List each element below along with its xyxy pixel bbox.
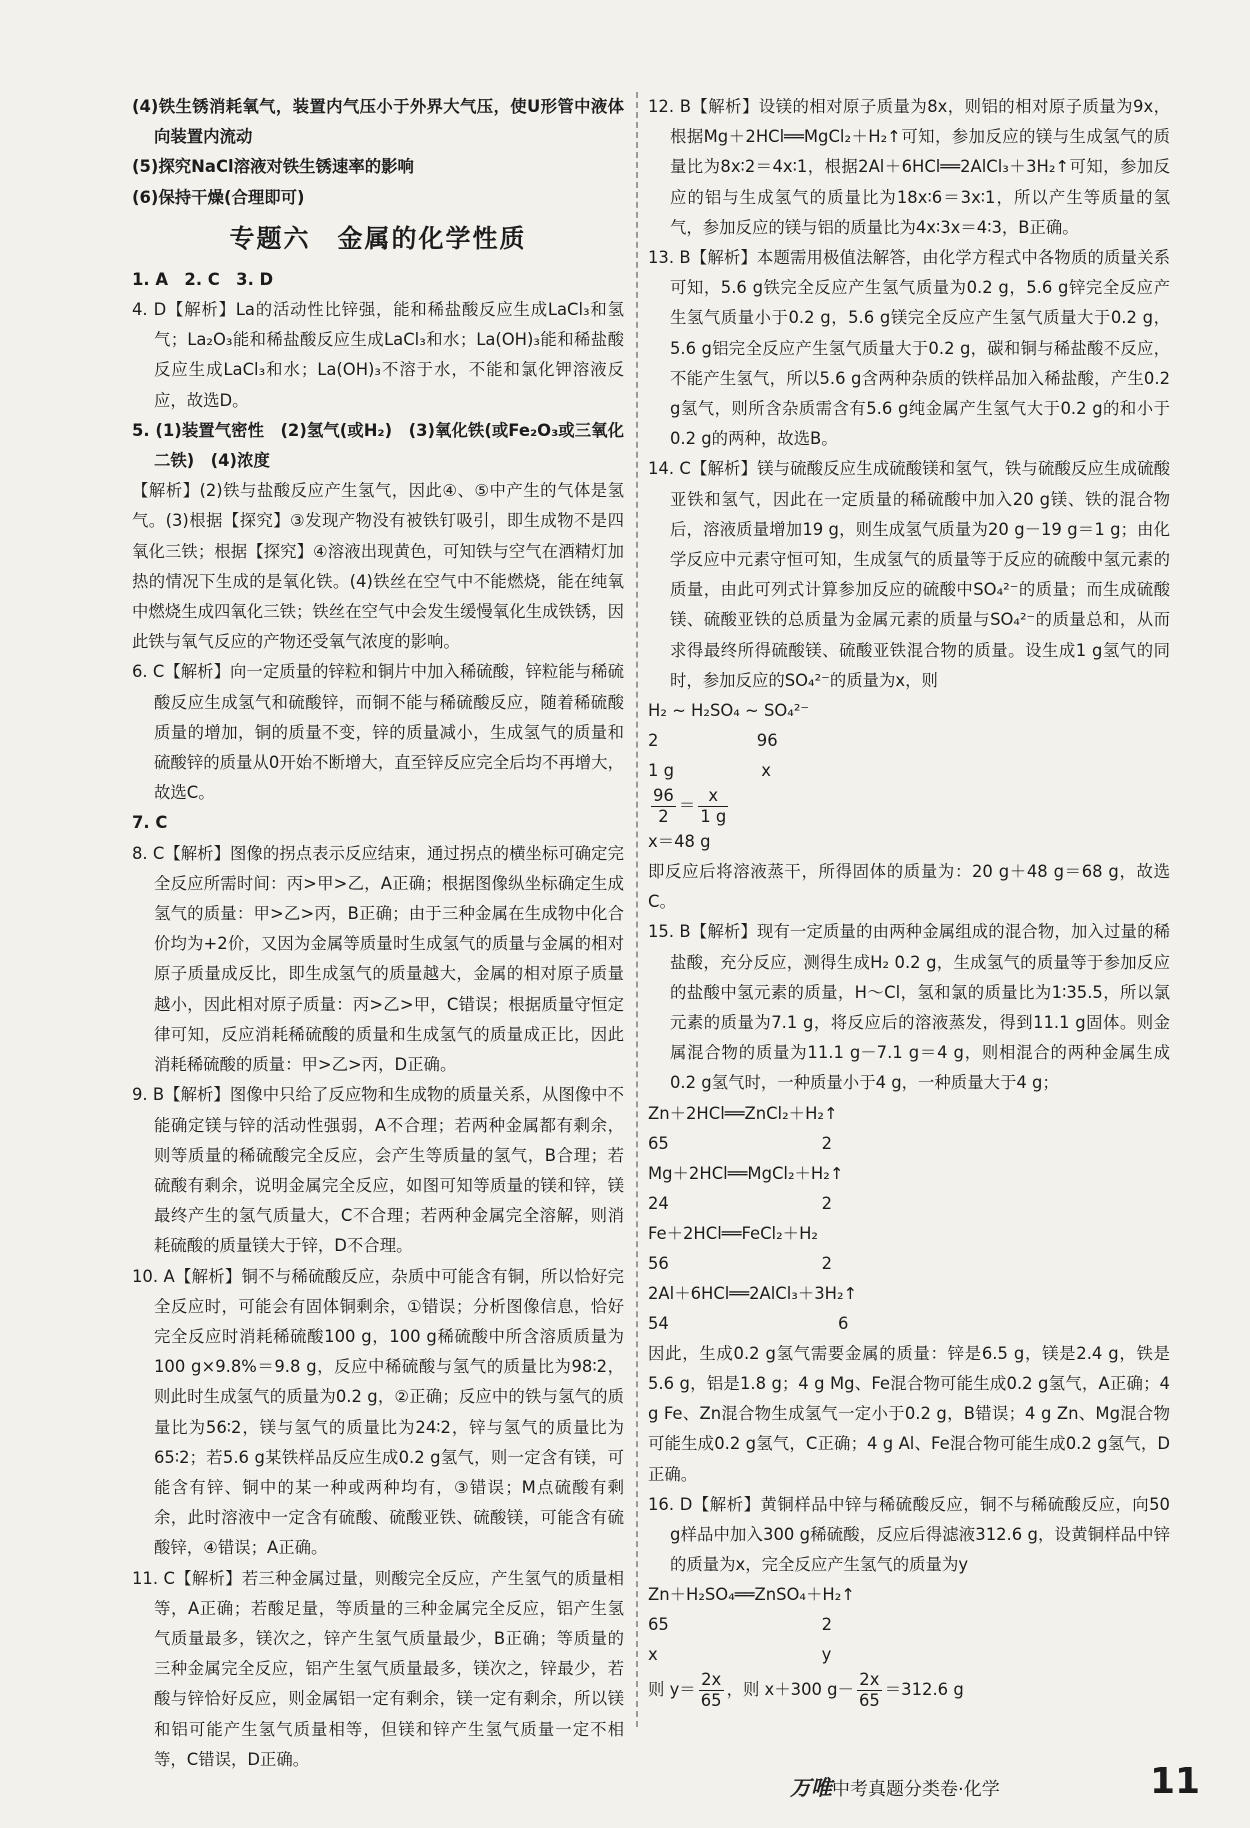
answer-text: (5)探究NaCl溶液对铁生锈速率的影响 [132,157,414,177]
answer-q15: 15. B【解析】现有一定质量的由两种金属组成的混合物，加入过量的稀盐酸，充分反应，测得生成H₂ 0.2 g，生成氢气的质量等于参加反应的盐酸中氢元素的质量，H～Cl，氢和氯的质量比为1∶35.5，所以氯元素的质量为7.1 g，将反应后的溶液蒸发，得到11.1 g固体。则金属混合物的质量为11.1 g－7.1 g＝4 g，则相混合的两种金属生成0.2 g氢气时，一种质量小于4 g，一种质量大于4 g； [648,922,1170,1093]
equation-line: 65 2 [648,1615,833,1635]
answer-q6: 6. C【解析】向一定质量的锌粒和铜片中加入稀硫酸，锌粒能与稀硫酸反应生成氢气和硫酸锌，而铜不能与稀硫酸反应，随着稀硫酸质量的增加，铜的质量不变，锌的质量减小，生成氢气的质量和硫酸锌的质量从0开始不断增大，直至锌反应完全后均不再增大，故选C。 [132,662,624,803]
fraction-equation: $\frac{96}{2}$ ＝ $\frac{x}{1 g}$ [653,786,727,827]
answer-q13: 13. B【解析】本题需用极值法解答，由化学方程式中各物质的质量关系可知，5.6 g铁完全反应产生氢气质量为0.2 g，5.6 g锌完全反应产生氢气质量小于0.2 g，5.6 g镁完全反应产生氢气质量大于0.2 g，5.6 g铝完全反应产生氢气质量大于0.2 g，碳和铜与稀盐酸不反应，不能产生氢气，所以5.6 g含两种杂质的铁样品加入稀盐酸，产生0.2 g氢气，则所含杂质需含有5.6 g纯金属产生氢气大于0.2 g的和小于0.2 g的两种，故选B。 [648,248,1170,449]
answer-q11: 11. C【解析】若三种金属过量，则酸完全反应，产生氢气的质量相等，A正确；若酸足量，等质量的三种金属完全反应，铝产生氢气质量最多，镁次之，锌产生氢气质量最少，B正确；等质量的三种金属完全反应，铝产生氢气质量最多，镁次之，锌最少，若酸与锌恰好反应，则金属铝一定有剩余，镁一定有剩余，所以镁和铝可能产生氢气质量相等，但镁和锌产生氢气质量一定不相等，C错误，D正确。 [132,1568,624,1769]
answer-q10: 10. A【解析】铜不与稀硫酸反应，杂质中可能含有铜，所以恰好完全反应时，可能会有固体铜剩余，①错误；分析图像信息，恰好完全反应时消耗稀硫酸100 g，100 g稀硫酸中所含溶质质量为100 g×9.8%＝9.8 g，反应中稀硫酸与氢气的质量比为98∶2，则此时生成氢气的质量为0.2 g，②正确；反应中的铁与氢气的质量比为56∶2，镁与氢气的质量比为24∶2，锌与氢气的质量比为65∶2；若5.6 g某铁样品反应生成0.2 g氢气，则一定含有镁，可能含有锌、铜中的某一种或两种均有，③错误；M点硫酸有剩余，此时溶液中一定含有硫酸、硫酸亚铁、硫酸镁，可能含有硫酸锌，④错误；A正确。 [132,1266,624,1558]
equation-line: Fe＋2HCl══FeCl₂＋H₂ [648,1223,818,1243]
equation-line: Zn＋2HCl══ZnCl₂＋H₂↑ [648,1103,838,1123]
answer-q12: 12. B【解析】设镁的相对原子质量为8x，则铝的相对原子质量为9x，根据Mg＋2HCl══MgCl₂＋H₂↑可知，参加反应的镁与生成氢气的质量比为8x∶2＝4x∶1，根据2Al＋6HCl══2AlCl₃＋3H₂↑可知，参加反应的铝与生成氢气的质量比为18x∶6＝3x∶1，所以产生等质量的氢气，参加反应的镁与铝的质量比为4x∶3x＝4∶3，B正确。 [648,97,1170,237]
right-column [648,92,1170,1711]
footer [790,1776,1000,1802]
answer-q14: 14. C【解析】镁与硫酸反应生成硫酸镁和氢气，铁与硫酸反应生成硫酸亚铁和氢气，因此在一定质量的稀硫酸中加入20 g镁、铁的混合物后，溶液质量增加19 g，则生成氢气质量为20 g－19 g＝1 g；由化学反应中元素守恒可知，生成氢气的质量等于反应的硫酸中氢元素的质量，由此可列式计算参加反应的硫酸中SO₄²⁻的质量；而生成硫酸镁、硫酸亚铁的总质量为金属元素的质量与SO₄²⁻的质量总和，从而求得最终所得硫酸镁、硫酸亚铁混合物的质量。设生成1 g氢气的同时，参加反应的SO₄²⁻的质量为x，则 [648,459,1170,690]
fraction-equation: 则 y＝ $\frac{2x}{65}$ ，则 x＋300 g－ $\frac{2x}{65}$ ＝312.6 g [648,1670,964,1711]
answer-text: 1. A 2. C 3. D [132,269,274,289]
equation-line: 24 2 [648,1193,833,1213]
left-column [132,92,624,1775]
equation-line: Zn＋H₂SO₄══ZnSO₄＋H₂↑ [648,1585,856,1605]
footer-text: 中考真题分类卷·化学 [832,1779,1000,1800]
page-number: 11 [1150,1761,1201,1802]
equation-line: 1 g x [648,761,771,781]
fraction: $\frac{x}{1 g}$ [700,786,727,827]
answer-q9: 9. B【解析】图像中只给了反应物和生成物的质量关系，从图像中不能确定镁与锌的活动性强弱，A不合理；若两种金属都有剩余，则等质量的稀硫酸完全反应，会产生等质量的氢气，B合理；若硫酸有剩余，说明金属完全反应，如图可知等质量的镁和锌，镁最终产生的氢气质量大，C不合理；若两种金属完全溶解，则消耗硫酸的质量镁大于锌，D不合理。 [132,1085,624,1256]
equation-line: 56 2 [648,1253,833,1273]
section-title: 专题六 金属的化学性质 [229,223,527,253]
answer-q16: 16. D【解析】黄铜样品中锌与稀硫酸反应，铜不与稀硫酸反应，向50 g样品中加入300 g稀硫酸，反应后得滤液312.6 g，设黄铜样品中锌的质量为x，完全反应产生氢气的质量为y [648,1494,1170,1575]
equation-line: 65 2 [648,1133,833,1153]
answer-q4: 4. D【解析】La的活动性比锌强，能和稀盐酸反应生成LaCl₃和氢气；La₂O₃能和稀盐酸反应生成LaCl₃和水；La(OH)₃能和稀盐酸反应生成LaCl₃和水；La(OH)₃不溶于水，不能和氯化钾溶液反应，故选D。 [132,300,624,410]
equation-line: 2Al＋6HCl══2AlCl₃＋3H₂↑ [648,1283,858,1303]
fraction: $\frac{2x}{65}$ [858,1670,880,1711]
equation-line: 2 96 [648,731,778,751]
brand-logo: 万唯 [790,1776,832,1800]
answer-text: (6)保持干燥(合理即可) [132,187,305,207]
answer-q5-head: 5. (1)装置气密性 (2)氢气(或H₂) (3)氧化铁(或Fe₂O₃或三氧化二铁) (4)浓度 [132,420,624,471]
answer-text: 即反应后将溶液蒸干，所得固体的质量为：20 g＋48 g＝68 g，故选C。 [648,862,1170,912]
answer-text: 因此，生成0.2 g氢气需要金属的质量：锌是6.5 g，镁是2.4 g，铁是5.6 g，铝是1.8 g；4 g Mg、Fe混合物可能生成0.2 g氢气，A正确；4 g Fe、Zn混合物生成氢气一定小于0.2 g，B错误；4 g Zn、Mg混合物可能生成0.2 g氢气，C正确；4 g Al、Fe混合物可能生成0.2 g氢气，D正确。 [648,1343,1170,1484]
answer-q7: 7. C [132,813,168,833]
answer-q5-body: 【解析】(2)铁与盐酸反应产生氢气，因此④、⑤中产生的气体是氢气。(3)根据【探究】③发现产物没有被铁钉吸引，即生成物不是四氧化三铁；根据【探究】④溶液出现黄色，可知铁与空气在酒精灯加热的情况下生成的是氧化铁。(4)铁丝在空气中不能燃烧，能在纯氧中燃烧生成四氧化三铁；铁丝在空气中会发生缓慢氧化生成铁锈，因此铁与氧气反应的产物还受氧气浓度的影响。 [132,481,624,652]
equation-line: x＝48 g [648,832,711,852]
answer-text: (4)铁生锈消耗氧气，装置内气压小于外界大气压，使U形管中液体向装置内流动 [132,97,624,147]
equation-line: Mg＋2HCl══MgCl₂＋H₂↑ [648,1163,844,1183]
equation-line: H₂ ~ H₂SO₄ ~ SO₄²⁻ [648,701,810,721]
fraction: $\frac{96}{2}$ [653,786,674,827]
column-divider [636,92,638,1727]
equation-line: 54 6 [648,1313,849,1333]
equation-line: x y [648,1645,832,1665]
answer-q8: 8. C【解析】图像的拐点表示反应结束，通过拐点的横坐标可确定完全反应所需时间：丙>甲>乙，A正确；根据图像纵坐标确定生成氢气的质量：甲>乙>丙，B正确；由于三种金属在生成物中化合价均为+2价，又因为金属等质量时生成氢气的质量与金属的相对原子质量成反比，即生成氢气的质量越大，金属的相对原子质量越小，因此相对原子质量：丙>乙>甲，C错误；根据质量守恒定律可知，反应消耗稀硫酸的质量和生成氢气的质量成正比，因此消耗稀硫酸的质量：甲>乙>丙，D正确。 [132,843,624,1075]
fraction: $\frac{2x}{65}$ [700,1670,722,1711]
